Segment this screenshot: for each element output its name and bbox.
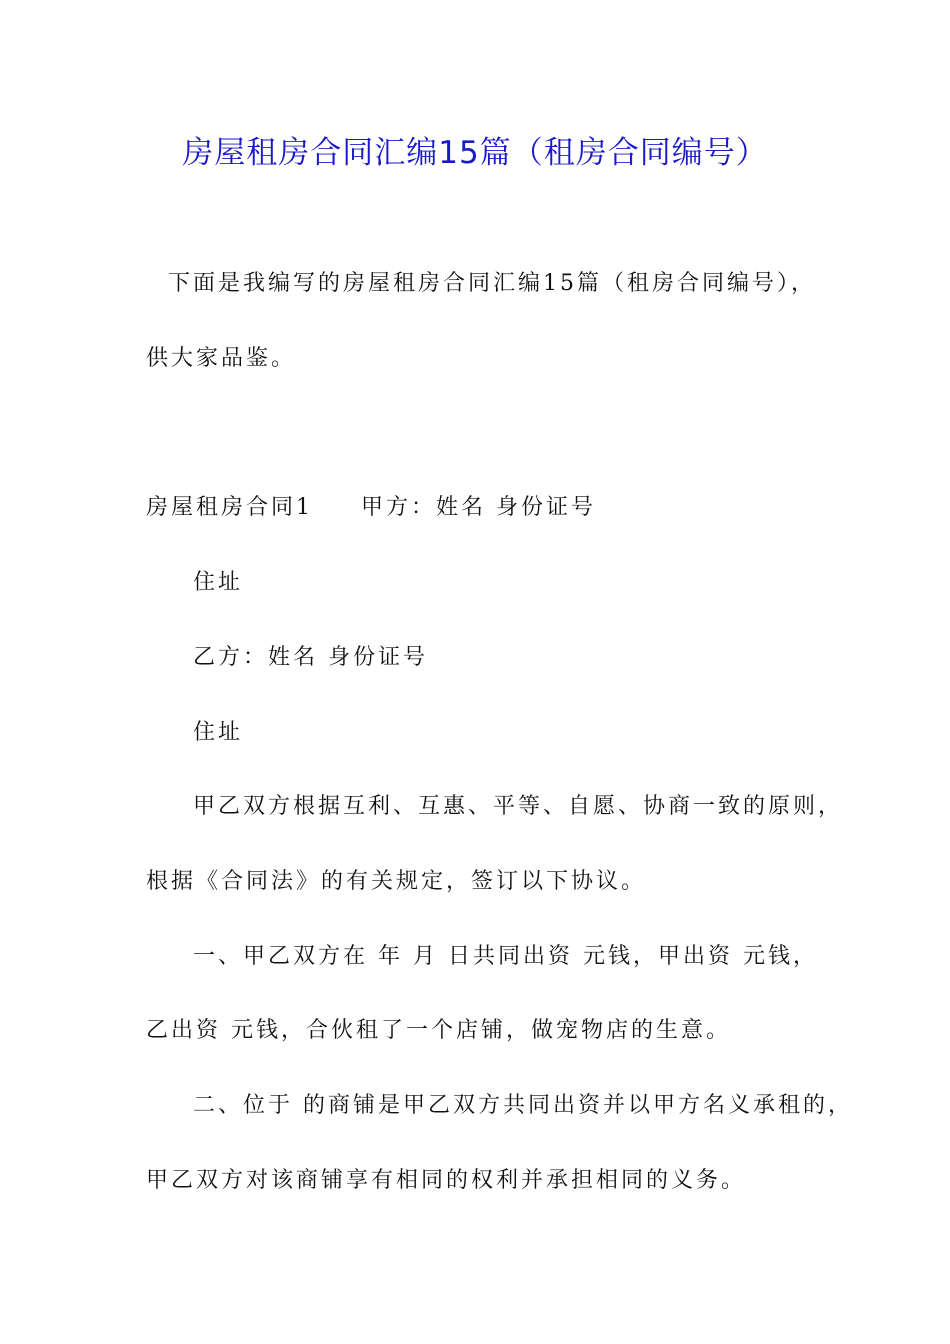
clause-2-line-2: 甲乙双方对该商铺享有相同的权利并承担相同的义务。 <box>146 1168 747 1193</box>
party-b-address: 住址 <box>193 720 244 745</box>
document-title: 房屋租房合同汇编15篇（租房合同编号） <box>182 135 768 171</box>
party-a-address: 住址 <box>193 570 244 595</box>
clause-2-line-1: 二、位于 的商铺是甲乙双方共同出资并以甲方名义承租的， <box>193 1093 853 1118</box>
intro-line-1: 下面是我编写的房屋租房合同汇编15篇（租房合同编号）， <box>168 271 816 296</box>
paragraph-1-line-2: 根据《合同法》的有关规定，签订以下协议。 <box>146 869 647 894</box>
paragraph-1-line-1: 甲乙双方根据互利、互惠、平等、自愿、协商一致的原则， <box>193 794 844 819</box>
clause-1-line-1: 一、甲乙双方在 年 月 日共同出资 元钱，甲出资 元钱， <box>193 944 818 969</box>
party-b-line: 乙方：姓名 身份证号 <box>193 645 428 670</box>
contract-heading: 房屋租房合同1 <box>146 495 313 520</box>
intro-line-2: 供大家品鉴。 <box>146 346 297 371</box>
clause-1-line-2: 乙出资 元钱，合伙租了一个店铺，做宠物店的生意。 <box>146 1018 731 1043</box>
contract-heading-row <box>146 493 596 523</box>
party-a-line: 甲方：姓名 身份证号 <box>361 495 596 520</box>
